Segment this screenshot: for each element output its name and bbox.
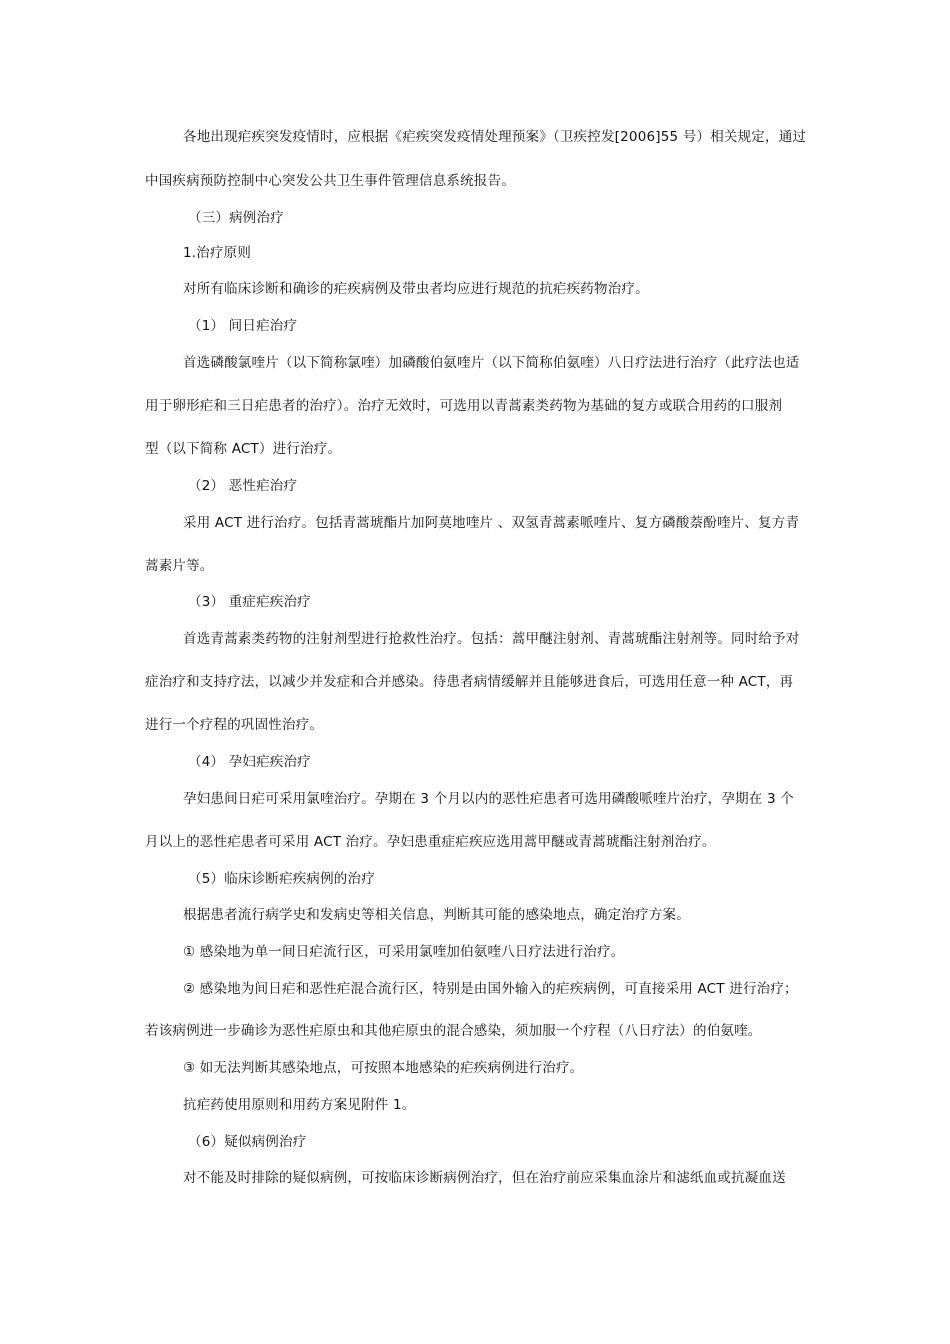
subsection-heading: （2） 恶性疟治疗 (188, 478, 298, 494)
subsection-heading: （4） 孕妇疟疾治疗 (188, 754, 311, 770)
subsection-heading: （3） 重症疟疾治疗 (188, 594, 311, 610)
paragraph-line: 症治疗和支持疗法，以减少并发症和合并感染。待患者病情缓解并且能够进食后，可选用任意一种 ACT，再 (145, 674, 794, 690)
paragraph-line: 首选青蒿素类药物的注射剂型进行抢救性治疗。包括：蒿甲醚注射剂、青蒿琥酯注射剂等。同时给予对 (183, 631, 800, 647)
subsection-heading: 1.治疗原则 (183, 245, 252, 261)
paragraph-line: 若该病例进一步确诊为恶性疟原虫和其他疟原虫的混合感染，须加服一个疗程（八日疗法）的伯氨喹。 (145, 1023, 762, 1039)
subsection-heading: （1） 间日疟治疗 (188, 318, 298, 334)
paragraph-line: 蒿素片等。 (145, 558, 214, 574)
paragraph-line: 对不能及时排除的疑似病例，可按临床诊断病例治疗，但在治疗前应采集血涂片和滤纸血或抗凝血送 (183, 1170, 786, 1186)
paragraph-line: 根据患者流行病学史和发病史等相关信息，判断其可能的感染地点，确定治疗方案。 (183, 907, 690, 923)
paragraph-line: 各地出现疟疾突发疫情时，应根据《疟疾突发疫情处理预案》（卫疾控发[2006]55 号）相关规定，通过 (183, 129, 807, 145)
list-item: ③ 如无法判断其感染地点，可按照本地感染的疟疾病例进行治疗。 (183, 1060, 584, 1076)
paragraph-line: 型（以下简称 ACT）进行治疗。 (145, 441, 342, 457)
paragraph-line: 用于卵形疟和三日疟患者的治疗）。治疗无效时，可选用以青蒿素类药物为基础的复方或联合用药的口服剂 (145, 398, 783, 414)
paragraph-line: 首选磷酸氯喹片（以下简称氯喹）加磷酸伯氨喹片（以下简称伯氨喹）八日疗法进行治疗（此疗法也适 (183, 355, 800, 371)
list-item: ① 感染地为单一间日疟流行区，可采用氯喹加伯氨喹八日疗法进行治疗。 (183, 944, 625, 960)
section-heading: （三）病例治疗 (188, 210, 284, 226)
paragraph-line: 抗疟药使用原则和用药方案见附件 1。 (183, 1097, 416, 1113)
paragraph-line: 孕妇患间日疟可采用氯喹治疗。孕期在 3 个月以内的恶性疟患者可选用磷酸哌喹片治疗，孕期在 3 个 (183, 791, 794, 807)
paragraph-line: 中国疾病预防控制中心突发公共卫生事件管理信息系统报告。 (145, 173, 515, 189)
paragraph-line: 采用 ACT 进行治疗。包括青蒿琥酯片加阿莫地喹片 、双氢青蒿素哌喹片、复方磷酸萘酚喹片、复方青 (183, 515, 800, 531)
paragraph-line: 进行一个疗程的巩固性治疗。 (145, 717, 324, 733)
list-item: ② 感染地为间日疟和恶性疟混合流行区，特别是由国外输入的疟疾病例，可直接采用 ACT 进行治疗； (183, 981, 798, 997)
subsection-heading: （5）临床诊断疟疾病例的治疗 (188, 871, 375, 887)
subsection-heading: （6）疑似病例治疗 (188, 1134, 307, 1150)
paragraph-line: 对所有临床诊断和确诊的疟疾病例及带虫者均应进行规范的抗疟疾药物治疗。 (183, 281, 649, 297)
paragraph-line: 月以上的恶性疟患者可采用 ACT 治疗。孕妇患重症疟疾应选用蒿甲醚或青蒿琥酯注射剂治疗。 (145, 834, 716, 850)
